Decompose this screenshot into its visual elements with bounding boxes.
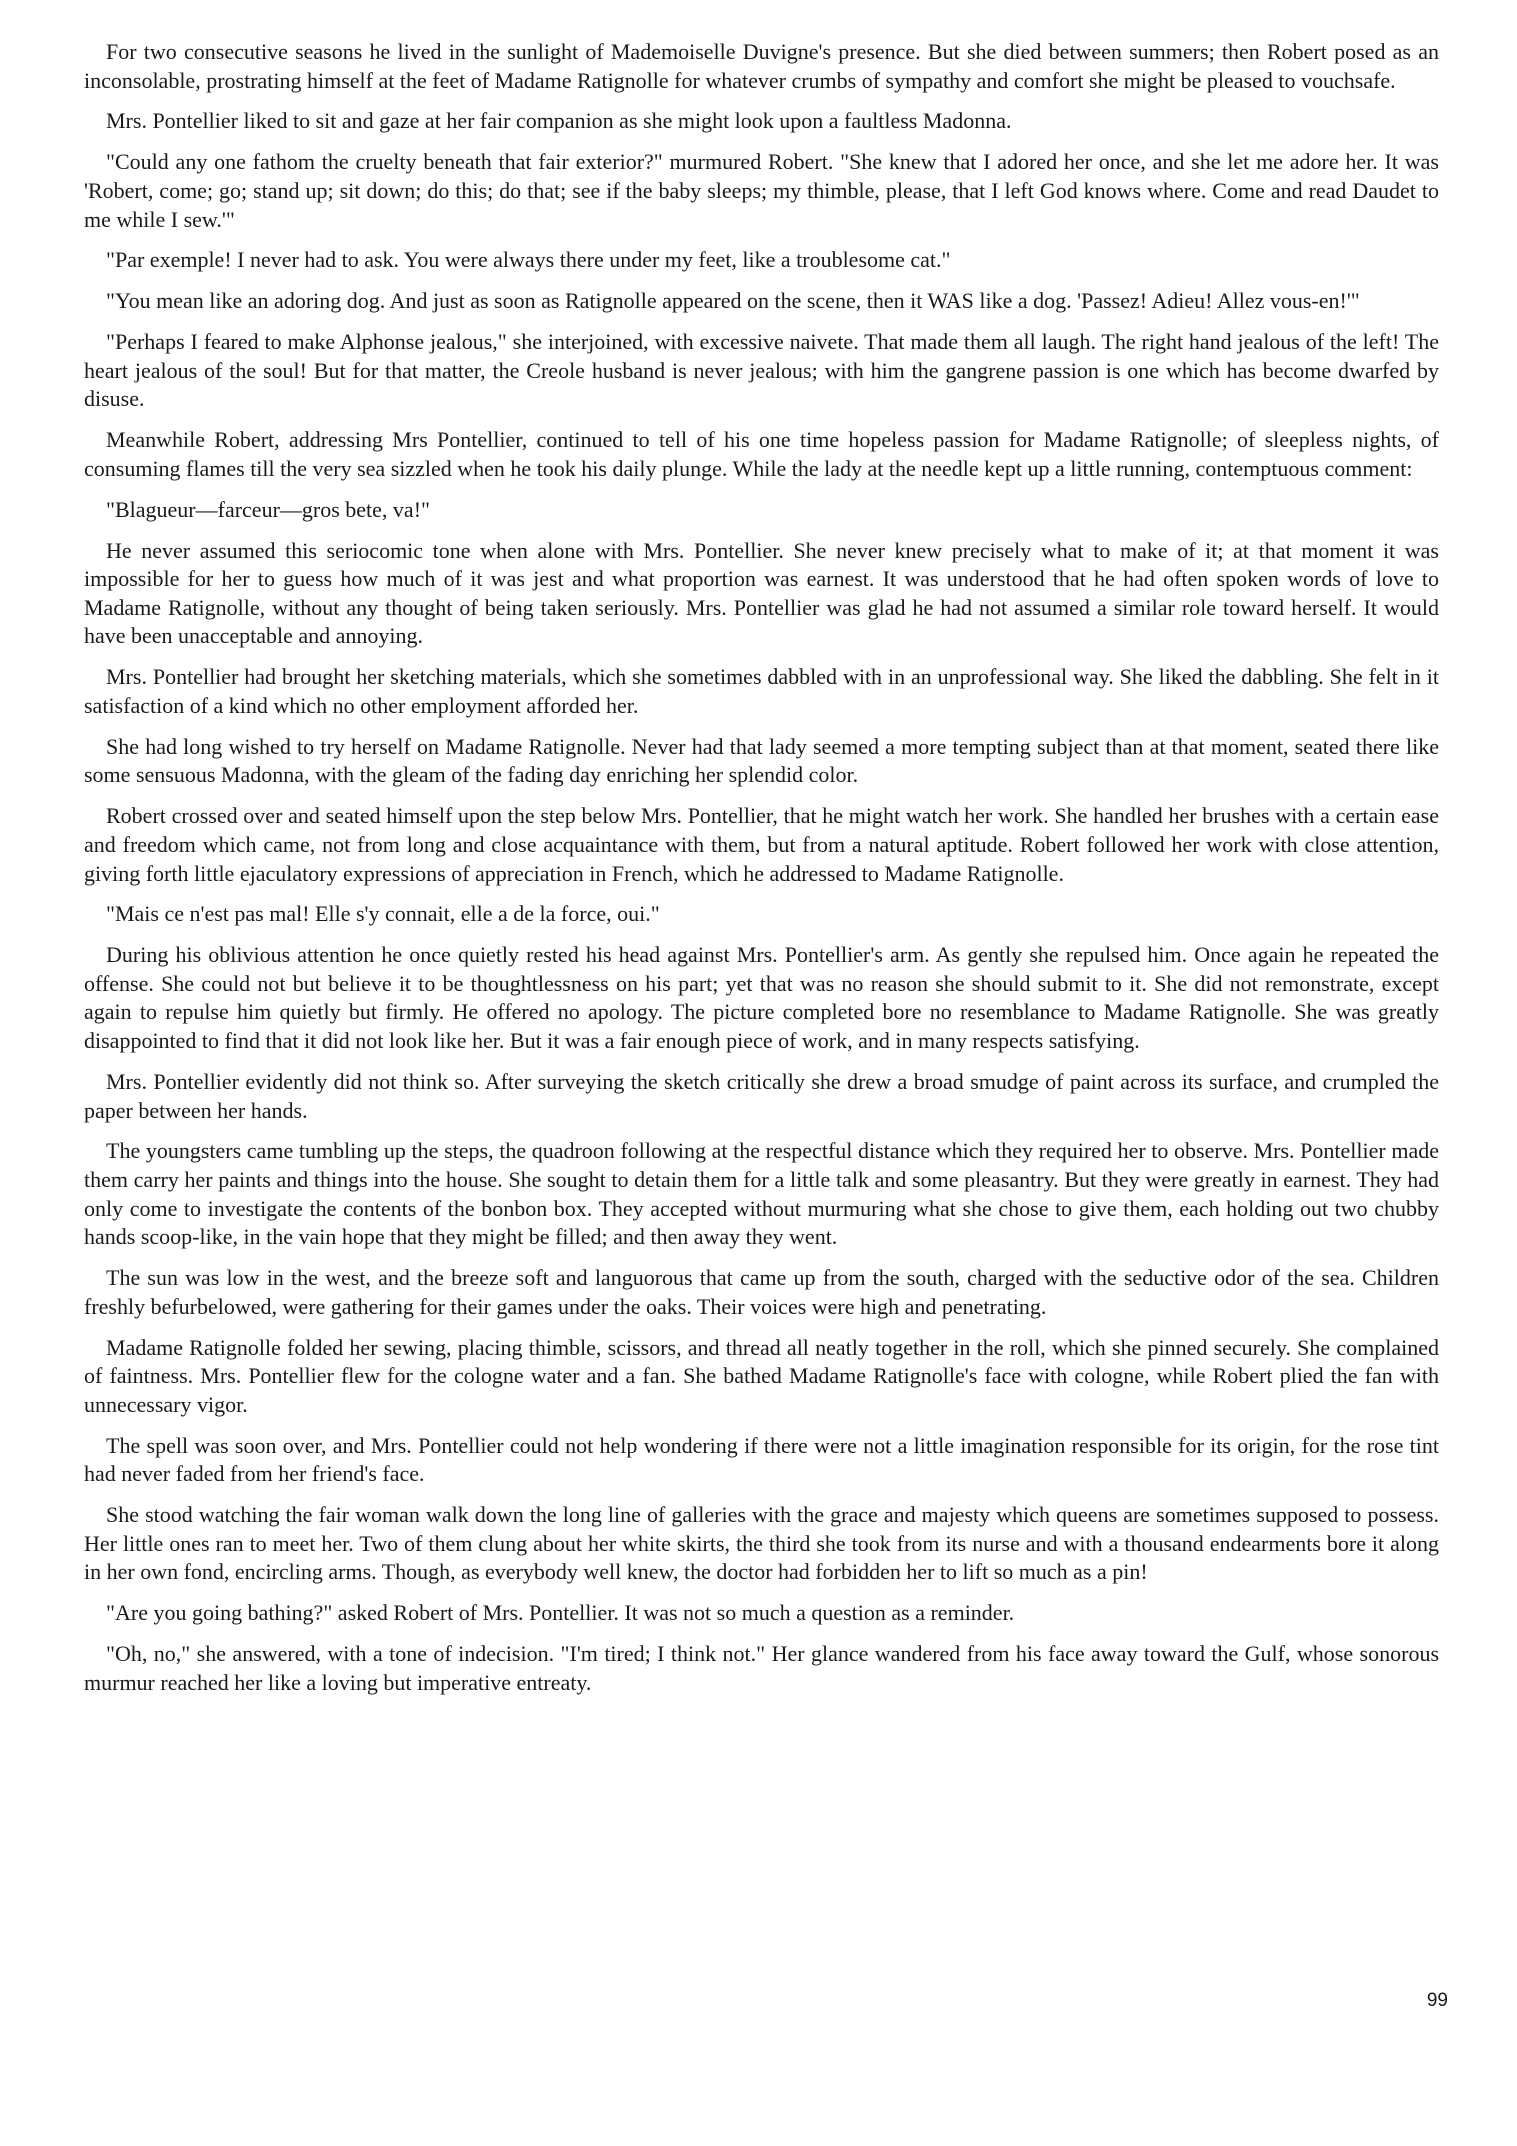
body-text bbox=[84, 38, 1439, 1710]
paragraph: "Perhaps I feared to make Alphonse jealous," she interjoined, with excessive naivete. That made them all laugh. The right hand jealous of the left! The heart jealous of the soul! But for that matter, the Creole husband is never jealous; with him the gangrene passion is one which has become dwarfed by disuse. bbox=[84, 329, 1439, 412]
paragraph: Mrs. Pontellier evidently did not think so. After surveying the sketch critically she drew a broad smudge of paint across its surface, and crumpled the paper between her hands. bbox=[84, 1068, 1439, 1123]
page-number: 99 bbox=[1426, 1990, 1448, 2011]
paragraph: "Blagueur—farceur—gros bete, va!" bbox=[106, 496, 430, 522]
paragraph: For two consecutive seasons he lived in the sunlight of Mademoiselle Duvigne's presence. But she died between summers; then Robert posed as an inconsolable, prostrating himself at the feet of Madame Ratignolle for whatever crumbs of sympathy and comfort she might be pleased to vouchsafe. bbox=[84, 39, 1439, 93]
paragraph: During his oblivious attention he once quietly rested his head against Mrs. Pontellier's arm. As gently she repulsed him. Once again he repeated the offense. She could not but believe it to be thoughtlessness on his part; yet that was no reason she should submit to it. She did not remonstrate, except again to repulse him quietly but firmly. He offered no apology. The picture completed bore no resemblance to Madame Ratignolle. She was greatly disappointed to find that it did not look like her. But it was a fair enough piece of work, and in many respects satisfying. bbox=[84, 942, 1439, 1054]
paragraph: "You mean like an adoring dog. And just as soon as Ratignolle appeared on the scene, then it WAS like a dog. 'Passez! Adieu! Allez vous-en!'" bbox=[106, 288, 1360, 314]
paragraph: "Oh, no," she answered, with a tone of indecision. "I'm tired; I think not." Her glance wandered from his face away toward the Gulf, whose sonorous murmur reached her like a loving but imperative entreaty. bbox=[84, 1641, 1439, 1695]
paragraph: "Par exemple! I never had to ask. You were always there under my feet, like a troublesome cat." bbox=[106, 247, 951, 273]
paragraph: Madame Ratignolle folded her sewing, placing thimble, scissors, and thread all neatly together in the roll, which she pinned securely. She complained of faintness. Mrs. Pontellier flew for the cologne water and a fan. She bathed Madame Ratignolle's face with cologne, while Robert plied the fan with unnecessary vigor. bbox=[84, 1334, 1439, 1417]
paragraph: Mrs. Pontellier had brought her sketching materials, which she sometimes dabbled with in an unprofessional way. She liked the dabbling. She felt in it satisfaction of a kind which no other employment afforded her. bbox=[84, 664, 1439, 718]
paragraph: Robert crossed over and seated himself upon the step below Mrs. Pontellier, that he might watch her work. She handled her brushes with a certain ease and freedom which came, not from long and close acquaintance with them, but from a natural aptitude. Robert followed her work with close attention, giving forth little ejaculatory expressions of appreciation in French, which he addressed to Madame Ratignolle. bbox=[84, 803, 1439, 886]
paragraph: The spell was soon over, and Mrs. Pontellier could not help wondering if there were not a little imagination responsible for its origin, for the rose tint had never faded from her friend's face. bbox=[84, 1432, 1439, 1487]
paragraph: The sun was low in the west, and the breeze soft and languorous that came up from the south, charged with the seductive odor of the sea. Children freshly befurbelowed, were gathering for their games under the oaks. Their voices were high and penetrating. bbox=[84, 1265, 1439, 1319]
paragraph: "Could any one fathom the cruelty beneath that fair exterior?" murmured Robert. "She knew that I adored her once, and she let me adore her. It was 'Robert, come; go; stand up; sit down; do this; do that; see if the baby sleeps; my thimble, please, that I left God knows where. Come and read Daudet to me while I sew.'" bbox=[84, 149, 1439, 232]
paragraph: Meanwhile Robert, addressing Mrs Pontellier, continued to tell of his one time hopeless passion for Madame Ratignolle; of sleepless nights, of consuming flames till the very sea sizzled when he took his daily plunge. While the lady at the needle kept up a little running, contemptuous comment: bbox=[84, 427, 1439, 481]
paragraph: The youngsters came tumbling up the steps, the quadroon following at the respectful distance which they required her to observe. Mrs. Pontellier made them carry her paints and things into the house. She sought to detain them for a little talk and some pleasantry. But they were greatly in earnest. They had only come to investigate the contents of the bonbon box. They accepted without murmuring what she chose to give them, each holding out two chubby hands scoop-like, in the vain hope that they might be filled; and then away they went. bbox=[84, 1138, 1439, 1250]
paragraph: Mrs. Pontellier liked to sit and gaze at her fair companion as she might look upon a faultless Madonna. bbox=[106, 108, 1012, 134]
paragraph: He never assumed this seriocomic tone when alone with Mrs. Pontellier. She never knew precisely what to make of it; at that moment it was impossible for her to guess how much of it was jest and what proportion was earnest. It was understood that he had often spoken words of love to Madame Ratignolle, without any thought of being taken seriously. Mrs. Pontellier was glad he had not assumed a similar role toward herself. It would have been unacceptable and annoying. bbox=[84, 537, 1439, 649]
paragraph: She stood watching the fair woman walk down the long line of galleries with the grace and majesty which queens are sometimes supposed to possess. Her little ones ran to meet her. Two of them clung about her white skirts, the third she took from its nurse and with a thousand endearments bore it along in her own fond, encircling arms. Though, as everybody well knew, the doctor had forbidden her to lift so much as a pin! bbox=[84, 1502, 1439, 1585]
paragraph: She had long wished to try herself on Madame Ratignolle. Never had that lady seemed a more tempting subject than at that moment, seated there like some sensuous Madonna, with the gleam of the fading day enriching her splendid color. bbox=[84, 733, 1439, 788]
paragraph: "Mais ce n'est pas mal! Elle s'y connait, elle a de la force, oui." bbox=[106, 901, 660, 927]
paragraph: "Are you going bathing?" asked Robert of Mrs. Pontellier. It was not so much a question as a reminder. bbox=[106, 1600, 1015, 1626]
